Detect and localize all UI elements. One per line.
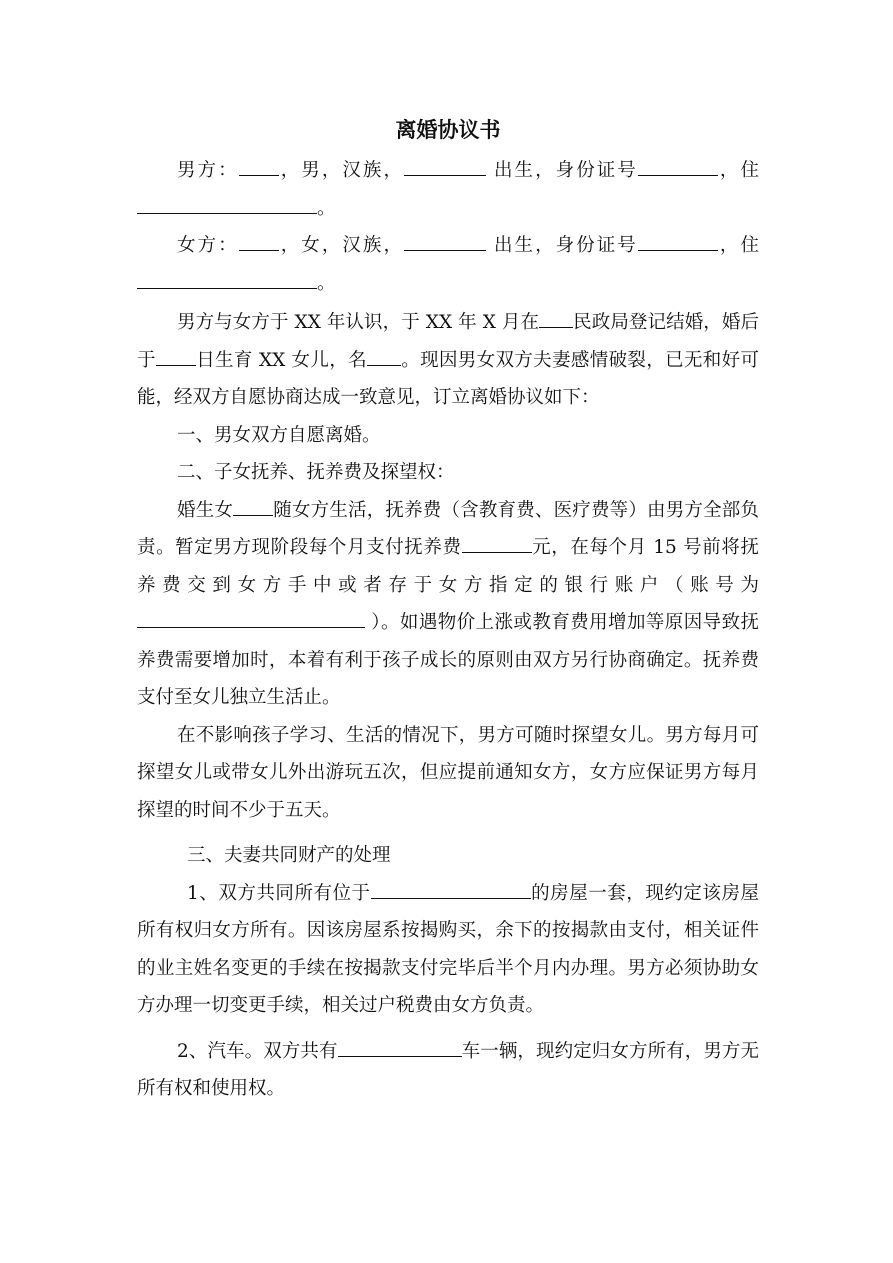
male-address-blank xyxy=(137,212,317,214)
male-party-paragraph xyxy=(137,152,759,227)
intro-text-b: 民政局登记结婚，婚后于 xyxy=(137,312,759,371)
support-text-d: ）。如遇物价上涨或教育费用增加等原因导致抚养费需要增加时，本着有利于孩子成长的原则由双方另行协商确定。抚养费支付至女儿独立生活止。 xyxy=(137,612,759,708)
child-support-paragraph xyxy=(137,492,759,717)
female-birth-id-label: 出生，身份证号 xyxy=(486,235,638,256)
intro-paragraph xyxy=(137,304,759,417)
support-text-c: 元，在每个月 15 号前将抚养费交到女方手中或者存于女方指定的银行账户（账号为 xyxy=(137,537,759,596)
support-text-a: 婚生女 xyxy=(177,499,234,521)
daughter-blank xyxy=(233,514,273,516)
male-id-blank xyxy=(638,174,718,176)
male-address-label: 住 xyxy=(740,160,759,181)
female-address-blank xyxy=(137,287,317,289)
car-paragraph xyxy=(137,1033,759,1108)
birth-date-blank xyxy=(156,364,196,366)
female-gender-ethnicity: ，女，汉族， xyxy=(278,235,405,256)
female-label: 女方： xyxy=(177,235,239,256)
male-comma: ， xyxy=(717,160,741,181)
female-period: 。 xyxy=(317,272,336,294)
female-id-blank xyxy=(638,249,718,251)
support-amount-blank xyxy=(462,551,532,553)
bank-account-blank xyxy=(137,626,365,628)
intro-text-c: 日生育 XX 女儿，名 xyxy=(195,349,367,371)
female-name-blank xyxy=(239,249,279,251)
visitation-paragraph: 在不影响孩子学习、生活的情况下，男方可随时探望女儿。男方每月可探望女儿或带女儿外出游玩五次，但应提前通知女方，女方应保证男方每月探望的时间不少于五天。 xyxy=(137,724,759,821)
car-model-blank xyxy=(338,1055,462,1057)
document-page xyxy=(137,110,759,1108)
female-address-label: 住 xyxy=(740,235,759,256)
male-gender-ethnicity: ，男，汉族， xyxy=(278,160,405,181)
car-text-b: 车一辆，现约定归女方所有，男方无所有权和使用权。 xyxy=(137,1040,759,1099)
document-title: 离婚协议书 xyxy=(395,117,501,142)
male-birth-id-label: 出生，身份证号 xyxy=(486,160,638,181)
male-birth-blank xyxy=(404,174,486,176)
item-three-heading: 三、夫妻共同财产的处理 xyxy=(187,845,391,866)
female-party-paragraph xyxy=(137,227,759,302)
male-period: 。 xyxy=(317,197,336,219)
house-text-a: 1、双方共同所有位于 xyxy=(187,882,371,904)
house-text-b: 的房屋一套，现约定该房屋所有权归女方所有。因该房屋系按揭购买，余下的按揭款由支付，相关证件的业主姓名变更的手续在按揭款支付完毕后半个月内办理。男方必须协助女方办理一切变更手续，相关过户税费由女方负责。 xyxy=(137,882,759,1016)
female-comma: ， xyxy=(717,235,741,256)
intro-text-d: 。现因男女双方夫妻感情破裂，已无和好可能，经双方自愿协商达成一致意见，订立离婚协议如下： xyxy=(137,349,759,408)
intro-text-a: 男方与女方于 XX 年认识，于 XX 年 X 月在 xyxy=(177,312,540,333)
house-location-blank xyxy=(371,897,531,899)
registry-blank xyxy=(539,326,573,328)
car-text-a: 2、汽车。双方共有 xyxy=(177,1040,338,1062)
daughter-name-blank xyxy=(367,364,401,366)
item-two-heading: 二、子女抚养、抚养费及探望权： xyxy=(177,462,455,483)
male-name-blank xyxy=(239,174,279,176)
support-text-b: 随女方生活，抚养费（含教育费、医疗费等）由男方全部负责。暂定男方现阶段每个月支付抚养费 xyxy=(137,499,759,558)
house-paragraph xyxy=(137,875,759,1025)
item-one: 一、男女双方自愿离婚。 xyxy=(177,424,381,446)
female-birth-blank xyxy=(404,249,486,251)
male-label: 男方： xyxy=(177,160,239,181)
